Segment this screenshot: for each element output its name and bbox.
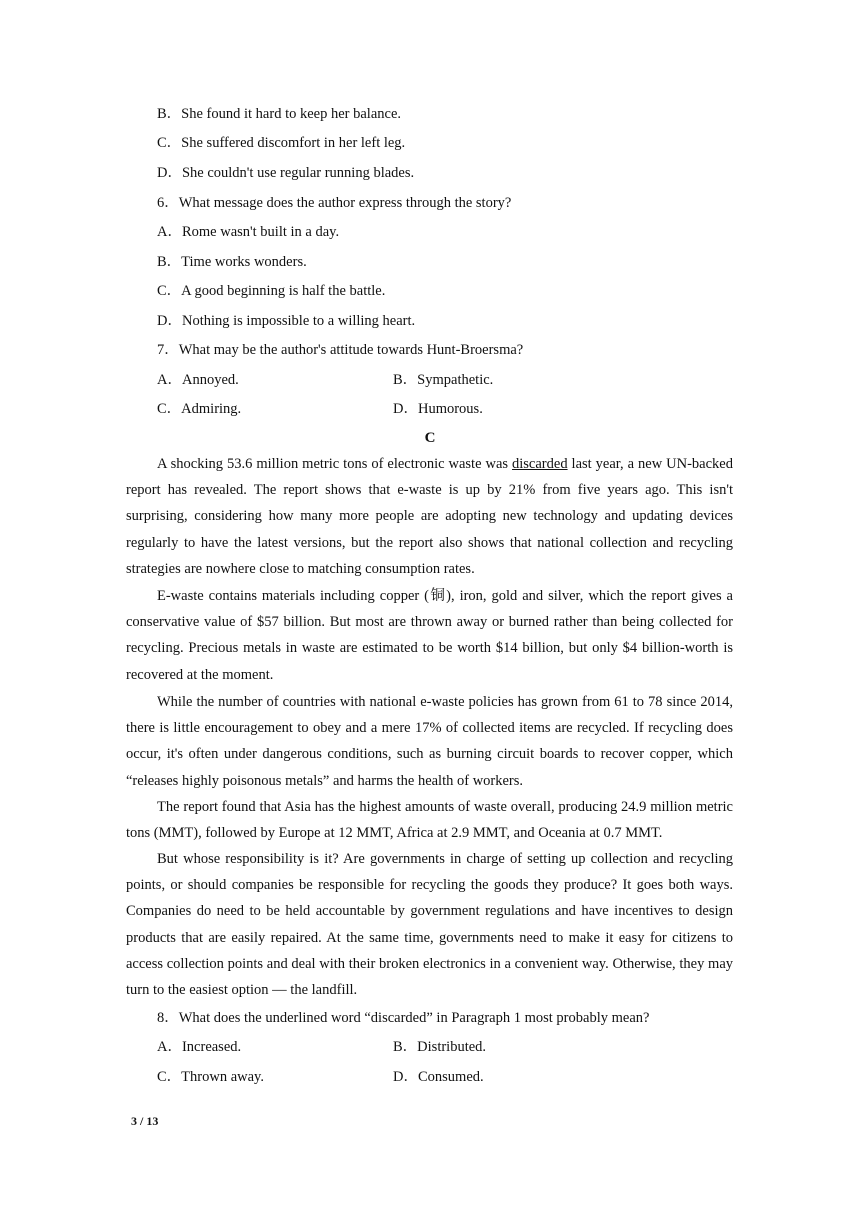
q7-stem: 7．What may be the author's attitude towards Hunt-Broersma? — [157, 342, 524, 358]
q6-option-c: C．A good beginning is half the battle. — [157, 283, 386, 299]
q7-option-d: D．Humorous. — [393, 401, 483, 417]
passage-paragraph-3: While the number of countries with national e-waste policies has grown from 61 to 78 since 2014, there is little encouragement to obey and a mere 17% of collected items are recycled. If recycling does occur, it's often under dangerous conditions, such as burning circuit boards to recover copper, which “releases highly poisonous metals” and harms the health of workers. — [126, 694, 733, 789]
q5-option-b: B．She found it hard to keep her balance. — [157, 106, 402, 122]
q5-option-c: C．She suffered discomfort in her left leg. — [157, 135, 406, 151]
q8-option-b: B．Distributed. — [393, 1039, 487, 1055]
q8-option-c: C．Thrown away. — [157, 1069, 264, 1085]
q8-stem: 8．What does the underlined word “discarded” in Paragraph 1 most probably mean? — [157, 1010, 650, 1026]
q6-option-b: B．Time works wonders. — [157, 254, 307, 270]
q7-option-a: A．Annoyed. — [157, 372, 239, 388]
q6-option-a: A．Rome wasn't built in a day. — [157, 224, 340, 240]
q7-option-c: C．Admiring. — [157, 401, 242, 417]
passage-paragraph-5: But whose responsibility is it? Are governments in charge of setting up collection and recycling points, or should companies be responsible for recycling the goods they produce? It goes both ways. Companies do need to be held accountable by government regulations and have incentives to design products that are easily repaired. At the same time, governments need to make it easy for citizens to access collection points and deal with their broken electronics in a convenient way. Otherwise, they may turn to the easiest option — the landfill. — [126, 851, 733, 999]
underlined-word: discarded — [512, 456, 568, 472]
page-number: 3 / 13 — [131, 1114, 159, 1128]
q6-stem: 6．What message does the author express through the story? — [157, 195, 512, 211]
p1-text-after: last year, a new UN-backed report has revealed. The report shows that e-waste is up by 21% from five years ago. This isn't surprising, considering how many more people are adopting new technology and updating devices regularly to have the latest versions, but the report also shows that national collection and recycling strategies are nowhere close to matching consumption rates. — [126, 456, 733, 577]
q6-option-d: D．Nothing is impossible to a willing heart. — [157, 313, 416, 329]
passage-paragraph-1 — [126, 451, 733, 582]
q5-option-d: D．She couldn't use regular running blades. — [157, 165, 415, 181]
q7-option-b: B．Sympathetic. — [393, 372, 494, 388]
q8-option-d: D．Consumed. — [393, 1069, 484, 1085]
passage-paragraph-2: E-waste contains materials including copper (铜), iron, gold and silver, which the report gives a conservative value of $57 billion. But most are thrown away or burned rather than being collected for recycling. Precious metals in waste are estimated to be worth $14 billion, but only $4 billion-worth is recovered at the moment. — [126, 588, 733, 683]
q8-option-a: A．Increased. — [157, 1039, 242, 1055]
passage-paragraph-4: The report found that Asia has the highest amounts of waste overall, producing 24.9 million metric tons (MMT), followed by Europe at 12 MMT, Africa at 2.9 MMT, and Oceania at 0.7 MMT. — [126, 799, 733, 842]
section-heading: C — [424, 430, 436, 446]
p1-text-before: A shocking 53.6 million metric tons of electronic waste was — [157, 456, 513, 472]
